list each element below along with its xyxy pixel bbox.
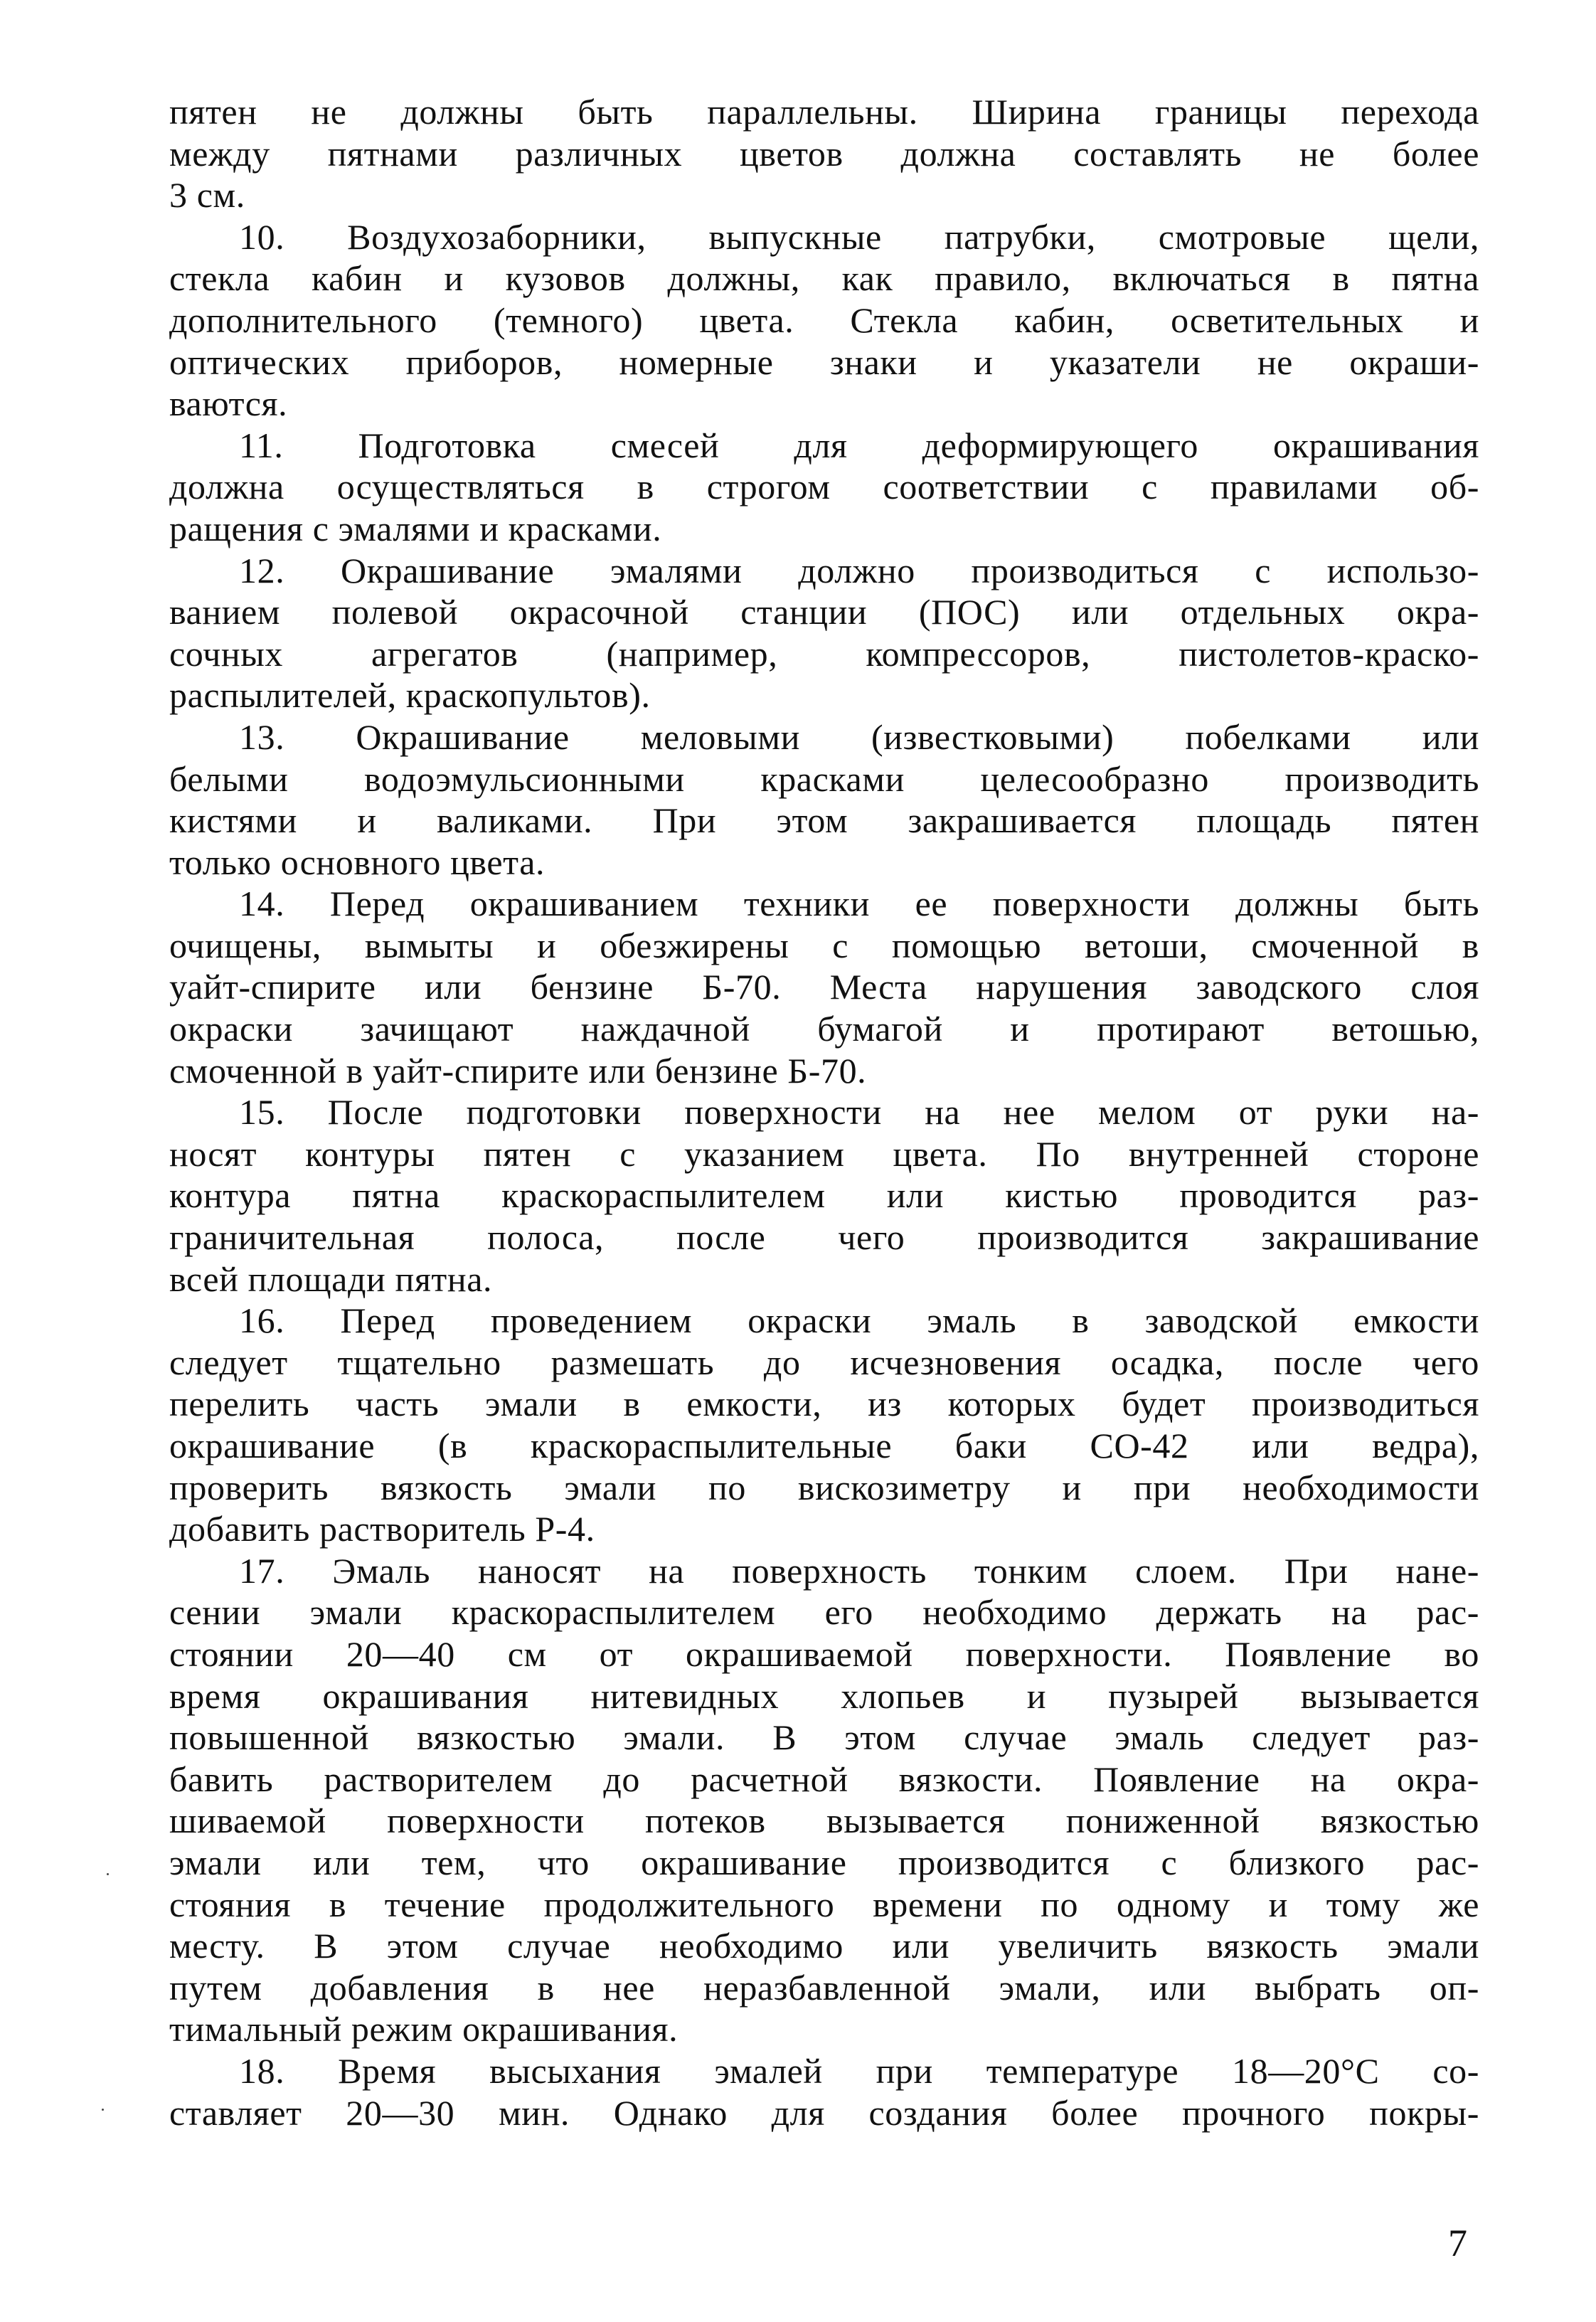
- paragraph-item-13: [169, 716, 1479, 883]
- text-line: бавить растворителем до расчетной вязкости. Появление на окра-: [169, 1759, 1479, 1799]
- scan-speck: [102, 2109, 104, 2111]
- paragraph-item-11: [169, 425, 1479, 550]
- text-line: 10. Воздухозаборники, выпускные патрубки, смотровые щели,: [239, 216, 1479, 257]
- text-line: пятен не должны быть параллельны. Ширина границы перехода: [169, 92, 1479, 132]
- body-text: [169, 91, 1479, 2133]
- text-line: стекла кабин и кузовов должны, как правило, включаться в пятна: [169, 258, 1479, 299]
- text-line: 14. Перед окрашиванием техники ее поверхности должны быть: [239, 884, 1479, 924]
- text-line: путем добавления в нее неразбавленной эмали, или выбрать оп-: [169, 1967, 1479, 2008]
- text-line: проверить вязкость эмали по вискозиметру и при необходимости: [169, 1467, 1479, 1507]
- scan-speck: [107, 1873, 109, 1875]
- page-number: 7: [1448, 2222, 1467, 2264]
- text-line: стоянии 20—40 см от окрашиваемой поверхности. Появление во: [169, 1633, 1479, 1674]
- text-line: ставляет 20—30 мин. Однако для создания более прочного покры-: [169, 2092, 1479, 2133]
- text-line: 16. Перед проведением окраски эмаль в заводской емкости: [239, 1300, 1479, 1341]
- text-line: уайт-спирите или бензине Б-70. Места нарушения заводского слоя: [169, 967, 1479, 1007]
- text-line: кистями и валиками. При этом закрашивается площадь пятен: [169, 800, 1479, 841]
- paragraph-item-10: [169, 216, 1479, 425]
- text-line: очищены, вымыты и обезжирены с помощью ветоши, смоченной в: [169, 925, 1479, 965]
- text-line: 12. Окрашивание эмалями должно производиться с использо-: [239, 550, 1479, 590]
- text-line: 3 см.: [169, 175, 245, 216]
- text-line: сочных агрегатов (например, компрессоров, пистолетов-краско-: [169, 633, 1479, 674]
- text-line: шиваемой поверхности потеков вызывается пониженной вязкостью: [169, 1801, 1479, 1841]
- text-line: ваются.: [169, 383, 288, 424]
- paragraph-item-18: [169, 2050, 1479, 2133]
- text-line: окраски зачищают наждачной бумагой и протирают ветошью,: [169, 1009, 1479, 1049]
- text-line: ванием полевой окрасочной станции (ПОС) или отдельных окра-: [169, 592, 1479, 632]
- text-line: смоченной в уайт-спирите или бензине Б-70.: [169, 1050, 867, 1091]
- text-line: эмали или тем, что окрашивание производится с близкого рас-: [169, 1842, 1479, 1882]
- text-line: 18. Время высыхания эмалей при температуре 18—20°С со-: [239, 2050, 1479, 2091]
- text-line: 15. После подготовки поверхности на нее мелом от руки на-: [239, 1092, 1479, 1133]
- text-line: повышенной вязкостью эмали. В этом случае эмаль следует раз-: [169, 1717, 1479, 1758]
- text-line: ращения с эмалями и красками.: [169, 508, 662, 548]
- text-line: между пятнами различных цветов должна составлять не более: [169, 133, 1479, 174]
- text-line: тимальный режим окрашивания.: [169, 2009, 679, 2050]
- paragraph-item-16: [169, 1300, 1479, 1550]
- text-line: время окрашивания нитевидных хлопьев и пузырей вызывается: [169, 1675, 1479, 1716]
- paragraph-item-17: [169, 1550, 1479, 2050]
- paragraph-item-12: [169, 550, 1479, 716]
- text-line: контура пятна краскораспылителем или кистью проводится раз-: [169, 1175, 1479, 1216]
- text-line: всей площади пятна.: [169, 1258, 493, 1299]
- text-line: добавить растворитель Р-4.: [169, 1509, 595, 1549]
- text-line: сении эмали краскораспылителем его необходимо держать на рас-: [169, 1592, 1479, 1633]
- text-line: дополнительного (темного) цвета. Стекла кабин, осветительных и: [169, 299, 1479, 340]
- text-line: оптических приборов, номерные знаки и указатели не окраши-: [169, 341, 1479, 382]
- text-line: граничительная полоса, после чего производится закрашивание: [169, 1217, 1479, 1258]
- text-line: перелить часть эмали в емкости, из которых будет производиться: [169, 1384, 1479, 1424]
- text-line: белыми водоэмульсионными красками целесообразно производить: [169, 758, 1479, 799]
- text-line: только основного цвета.: [169, 842, 546, 882]
- text-line: распылителей, краскопультов).: [169, 675, 651, 716]
- text-line: месту. В этом случае необходимо или увеличить вязкость эмали: [169, 1926, 1479, 1966]
- paragraph-item-15: [169, 1091, 1479, 1300]
- text-line: стояния в течение продолжительного времени по одному и тому же: [169, 1884, 1479, 1924]
- paragraph-item-14: [169, 883, 1479, 1091]
- text-line: следует тщательно размешать до исчезновения осадка, после чего: [169, 1342, 1479, 1382]
- text-line: должна осуществляться в строгом соответствии с правилами об-: [169, 467, 1479, 507]
- paragraph-continuation-9: [169, 91, 1479, 216]
- text-line: 17. Эмаль наносят на поверхность тонким слоем. При нане-: [239, 1550, 1479, 1591]
- text-line: 11. Подготовка смесей для деформирующего окрашивания: [239, 425, 1479, 465]
- text-line: носят контуры пятен с указанием цвета. По внутренней стороне: [169, 1133, 1479, 1174]
- text-line: 13. Окрашивание меловыми (известковыми) побелками или: [239, 716, 1479, 757]
- text-line: окрашивание (в краскораспылительные баки СО-42 или ведра),: [169, 1426, 1479, 1465]
